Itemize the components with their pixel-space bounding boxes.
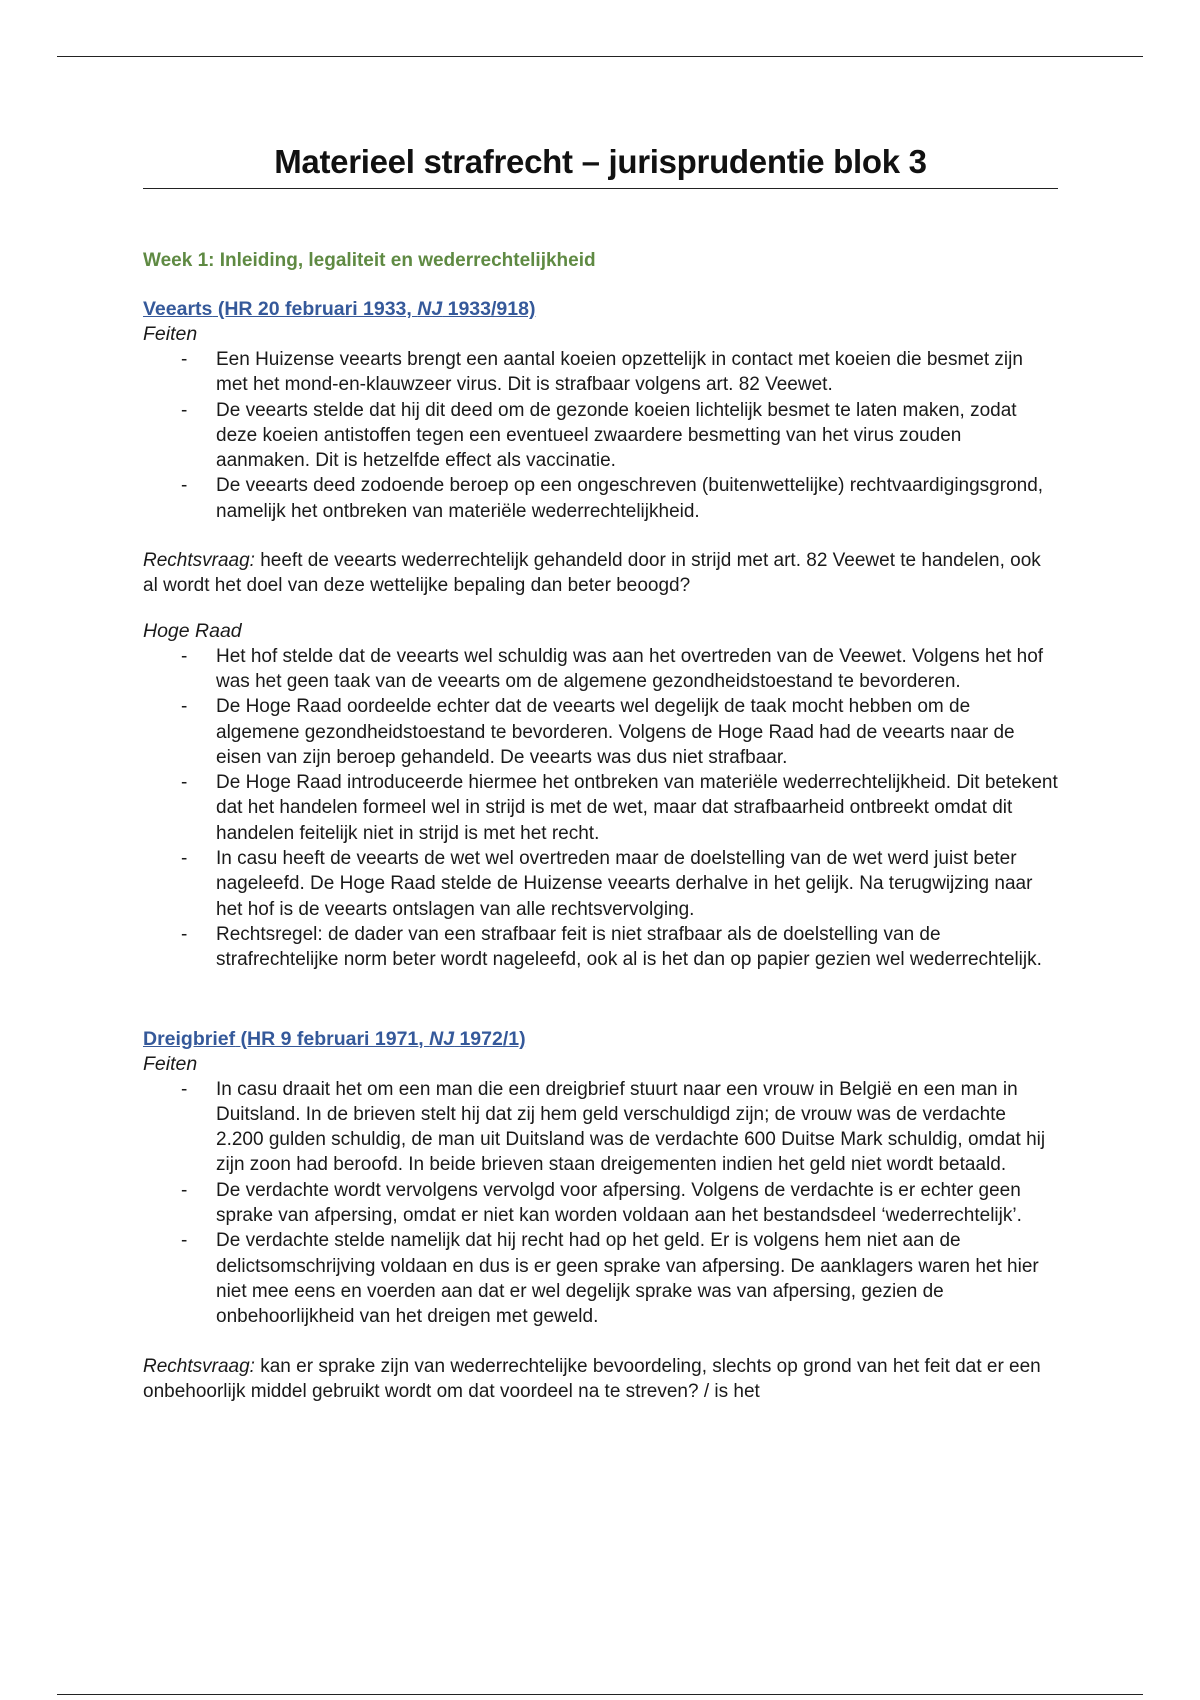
case-heading-dreigbrief[interactable] [143,1027,1058,1052]
document-page [143,140,1058,1404]
top-rule [57,56,1143,57]
case-citation-nj: NJ [417,298,443,320]
case-citation-pre: (HR 9 februari 1971, [235,1027,430,1050]
list-item: - De Hoge Raad oordeelde echter dat de veearts wel degelijk de taak mocht hebben om de algemene gezondheidstoestand te bevorderen. Volgens de Hoge Raad had de veearts naar de eisen van zijn beroep gehandeld. De veearts was dus niet strafbaar. [143,694,1058,770]
legal-question [143,548,1058,599]
case-dreigbrief [143,1027,1058,1405]
title-block [143,140,1058,189]
week-heading: Week 1: Inleiding, legaliteit en wederrechtelijkheid [143,250,596,271]
list-item: - De veearts stelde dat hij dit deed om de gezonde koeien lichtelijk besmet te laten maken, zodat deze koeien antistoffen tegen een eventueel zwaardere besmetting van het virus zouden aanmaken. Dit is hetzelfde effect als vaccinatie. [143,398,1058,474]
court-list [143,644,1058,973]
list-item: - De verdachte wordt vervolgens vervolgd voor afpersing. Volgens de verdachte is er echter geen sprake van afpersing, omdat er niet kan worden voldaan aan het bestandsdeel ‘wederrechtelijk’. [143,1178,1058,1229]
list-item: - De veearts deed zodoende beroep op een ongeschreven (buitenwettelijke) rechtvaardigingsgrond, namelijk het ontbreken van materiële wederrechtelijkheid. [143,473,1058,524]
list-item: - Een Huizense veearts brengt een aantal koeien opzettelijk in contact met koeien die besmet zijn met het mond-en-klauwzeer virus. Dit is strafbaar volgens art. 82 Veewet. [143,347,1058,398]
question-text: heeft de veearts wederrechtelijk gehandeld door in strijd met art. 82 Veewet te handelen, ook al wordt het doel van deze wettelijke bepaling dan beter beoogd? [143,550,1041,597]
case-veearts [143,297,1058,973]
question-text: kan er sprake zijn van wederrechtelijke bevoordeling, slechts op grond van het feit dat er een onbehoorlijk middel gebruikt wordt om dat voordeel na te streven? / is het [143,1355,1041,1402]
case-heading-veearts[interactable] [143,297,1058,322]
court-label: Hoge Raad [143,619,242,642]
case-citation-post: 1972/1) [454,1027,526,1050]
list-item: - Het hof stelde dat de veearts wel schuldig was aan het overtreden van de Veewet. Volgens het hof was het geen taak van de veearts om de algemene gezondheidstoestand te bevorderen. [143,644,1058,695]
case-name: Veearts [143,298,213,320]
bottom-rule [57,1694,1143,1695]
list-item: - De Hoge Raad introduceerde hiermee het ontbreken van materiële wederrechtelijkheid. Dit betekent dat het handelen formeel wel in strijd is met de wet, maar dat strafbaarheid ontbreekt omdat dit handelen feitelijk niet in strijd is met het recht. [143,770,1058,846]
facts-label: Feiten [143,1052,198,1075]
case-citation-pre: (HR 20 februari 1933, [212,298,418,320]
case-citation-post: 1933/918) [442,298,536,320]
list-item: - De verdachte stelde namelijk dat hij recht had op het geld. Er is volgens hem niet aan de delictsomschrijving voldaan en dus is er geen sprake van afpersing. De aanklagers waren het hier niet mee eens en voerden aan dat er wel degelijk sprake was van afpersing, gezien de onbehoorlijkheid van het dreigen met geweld. [143,1228,1058,1329]
facts-list [143,1077,1058,1330]
facts-list [143,347,1058,524]
case-name: Dreigbrief [143,1027,236,1050]
list-item: - In casu heeft de veearts de wet wel overtreden maar de doelstelling van de wet werd juist beter nageleefd. De Hoge Raad stelde de Huizense veearts derhalve in het gelijk. Na terugwijzing naar het hof is de veearts ontslagen van alle rechtsvervolging. [143,846,1058,922]
list-item: - Rechtsregel: de dader van een strafbaar feit is niet strafbaar als de doelstelling van de strafrechtelijke norm beter wordt nageleefd, ook al is het dan op papier gezien wel wederrechtelijk. [143,922,1058,973]
question-label: Rechtsvraag: [143,1355,255,1377]
list-item: - In casu draait het om een man die een dreigbrief stuurt naar een vrouw in België en een man in Duitsland. In de brieven stelt hij dat zij hem geld verschuldigd zijn; de vrouw was de verdachte 2.200 gulden schuldig, de man uit Duitsland was de verdachte 600 Duitse Mark schuldig, omdat hij zijn zoon had beroofd. In beide brieven staan dreigementen indien het geld niet wordt betaald. [143,1077,1058,1178]
document-title: Materieel strafrecht – jurisprudentie blok 3 [274,143,927,180]
question-label: Rechtsvraag: [143,550,255,572]
legal-question [143,1354,1058,1405]
facts-label: Feiten [143,323,198,345]
case-citation-nj: NJ [429,1027,455,1050]
